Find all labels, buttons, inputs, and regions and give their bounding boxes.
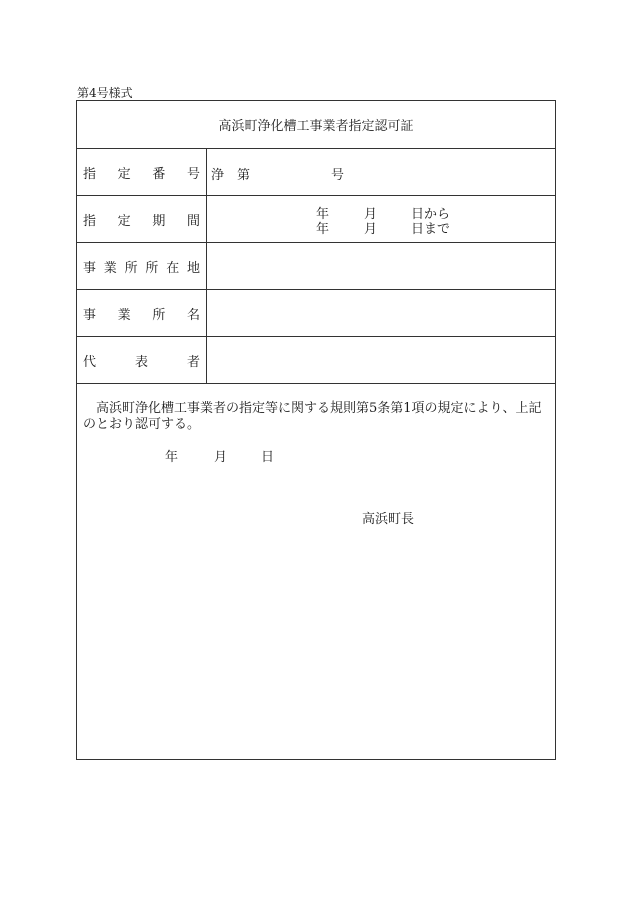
label-char: 者 [186,354,200,370]
label-char: 号 [186,166,200,182]
label-char: 地 [186,260,200,276]
period-row [77,196,555,243]
designation-prefix-dai: 第 [237,168,251,183]
label-char: 指 [83,213,97,229]
label-char: 定 [117,213,131,229]
representative-label [77,337,207,383]
period-from-year: 年 [316,207,330,222]
designation-number-value [207,149,555,195]
issue-date-month: 月 [214,450,228,465]
label-char: 業 [103,260,117,276]
issue-date-day: 日 [261,450,275,465]
label-char: 事 [83,260,97,276]
representative-value [207,337,555,383]
designation-suffix-go: 号 [331,168,345,183]
certificate-frame [76,100,556,760]
certificate-title: 高浜町浄化槽工事業者指定認可証 [77,101,555,149]
office-location-row [77,243,555,290]
period-to-month: 月 [364,222,378,237]
label-char: 名 [186,307,200,323]
period-from-day: 日から [411,207,451,222]
designation-number-row [77,149,555,196]
period-to-day: 日まで [411,222,451,237]
issuer-name: 高浜町長 [362,512,415,527]
office-name-row [77,290,555,337]
office-name-value [207,290,555,336]
label-char: 番 [152,166,166,182]
period-value [207,196,555,242]
representative-row [77,337,555,384]
label-char: 在 [166,260,180,276]
designation-number-label [77,149,207,195]
label-char: 所 [124,260,138,276]
label-char: 間 [186,213,200,229]
label-char: 定 [117,166,131,182]
office-name-label [77,290,207,336]
label-char: 期 [152,213,166,229]
form-number: 第4号様式 [77,86,133,100]
period-label [77,196,207,242]
office-location-value [207,243,555,289]
label-char: 指 [83,166,97,182]
label-char: 代 [83,354,97,370]
period-from-month: 月 [364,207,378,222]
label-char: 事 [83,307,97,323]
authorization-statement: 高浜町浄化槽工事業者の指定等に関する規則第5条第1項の規定により、上記のとおり認可する。 [83,401,542,432]
label-char: 表 [134,354,148,370]
label-char: 所 [152,307,166,323]
issue-date-year: 年 [165,450,179,465]
label-char: 所 [145,260,159,276]
period-to-year: 年 [316,222,330,237]
office-location-label [77,243,207,289]
certificate-body [77,384,555,759]
label-char: 業 [117,307,131,323]
designation-prefix-jo: 浄 [211,168,225,183]
